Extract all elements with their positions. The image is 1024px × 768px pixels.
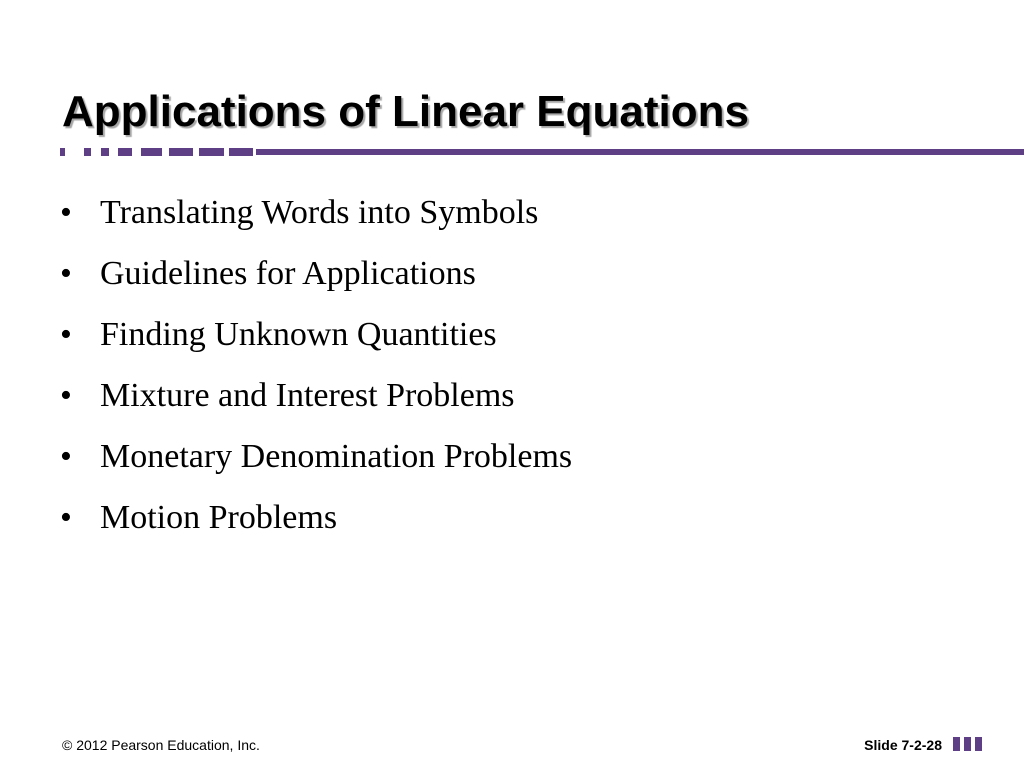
bullet-dot-icon: • bbox=[60, 438, 72, 475]
bullet-dot-icon: • bbox=[60, 255, 72, 292]
bullet-text: Monetary Denomination Problems bbox=[100, 438, 573, 475]
bullet-dot-icon: • bbox=[60, 194, 72, 231]
bullet-dot-icon: • bbox=[60, 499, 72, 536]
bullet-text: Guidelines for Applications bbox=[100, 255, 476, 292]
underline-dash bbox=[199, 148, 224, 156]
bullet-text: Finding Unknown Quantities bbox=[100, 316, 497, 353]
footer-bar bbox=[975, 737, 982, 751]
bullet-text: Mixture and Interest Problems bbox=[100, 377, 515, 414]
bullet-dot-icon: • bbox=[60, 377, 72, 414]
bullet-text: Motion Problems bbox=[100, 499, 338, 536]
bullet-text: Translating Words into Symbols bbox=[100, 194, 539, 231]
underline-dash bbox=[118, 148, 132, 156]
underline-dash bbox=[60, 148, 65, 156]
underline-bar bbox=[256, 149, 1024, 155]
footer-bar bbox=[964, 737, 971, 751]
underline-dash bbox=[169, 148, 193, 156]
underline-dash bbox=[141, 148, 162, 156]
footer-bar bbox=[953, 737, 960, 751]
slide-number: Slide 7-2-28 bbox=[864, 737, 942, 753]
underline-dash bbox=[84, 148, 91, 156]
copyright-text: © 2012 Pearson Education, Inc. bbox=[62, 737, 260, 753]
slide-title: Applications of Linear Equations bbox=[62, 87, 749, 136]
footer-bars-icon bbox=[953, 737, 985, 751]
title-underline-decoration bbox=[0, 146, 1024, 158]
underline-dash bbox=[101, 148, 109, 156]
bullet-dot-icon: • bbox=[60, 316, 72, 353]
underline-dash bbox=[229, 148, 253, 156]
